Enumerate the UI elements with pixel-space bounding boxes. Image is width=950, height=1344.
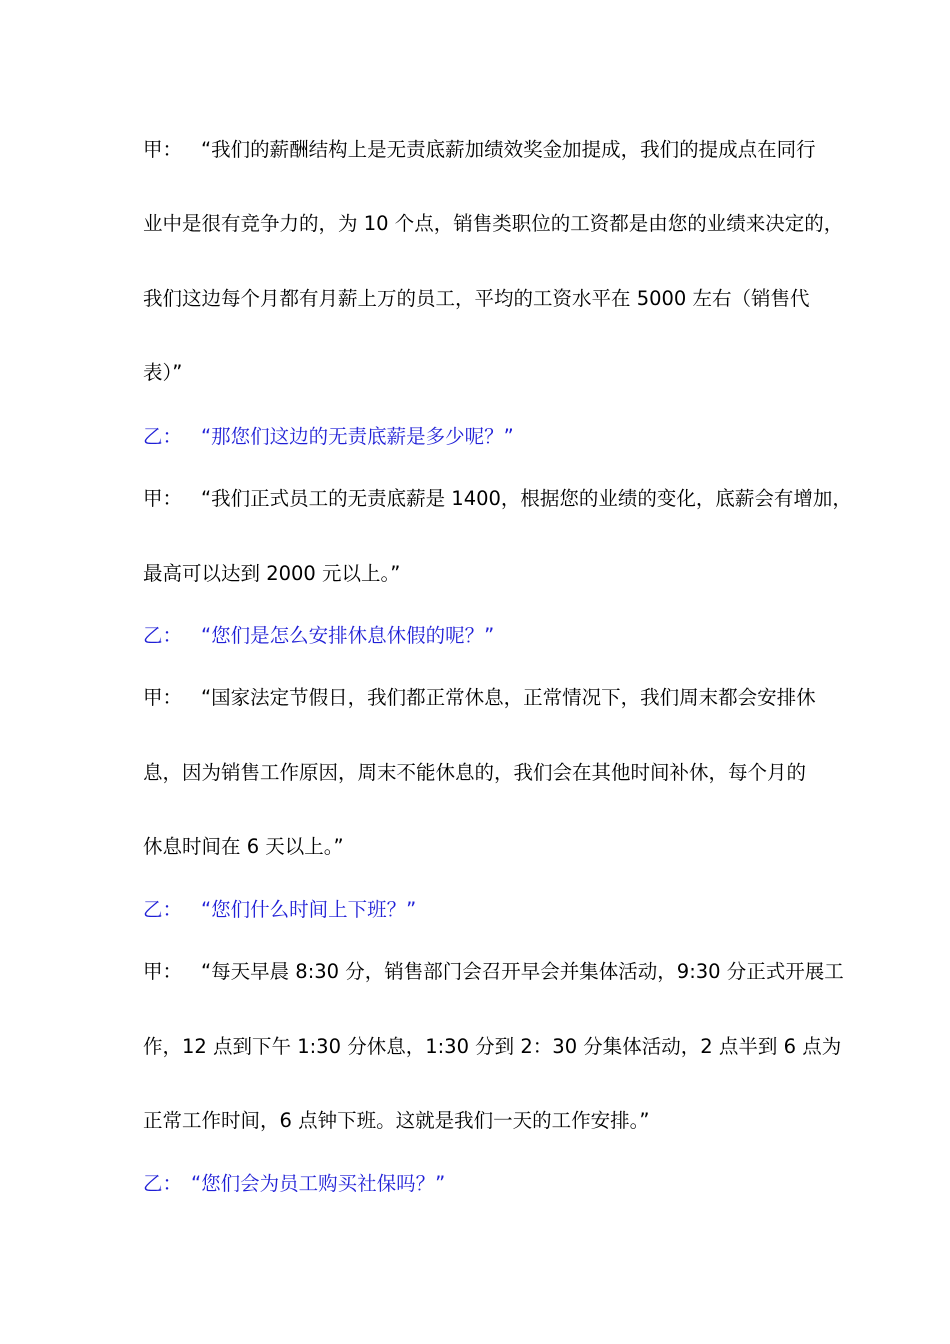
speaker-label-a: 甲： [143,960,183,983]
paragraph-3-line-2: 最高可以达到 2000 元以上。” [143,562,401,585]
paragraph-3-line-1 [143,485,852,513]
paragraph-6-line-1 [143,896,416,924]
utterance-text: “那您们这边的无责底薪是多少呢？” [201,425,514,448]
paragraph-1-line-3: 我们这边每个月都有月薪上万的员工，平均的工资水平在 5000 左右（销售代 [143,287,810,310]
paragraph-7-line-1 [143,958,844,986]
paragraph-1-line-1 [143,136,816,164]
paragraph-5-line-1 [143,684,816,712]
utterance-text: “您们是怎么安排休息休假的呢？” [201,624,495,647]
paragraph-8-line-1 [143,1170,445,1198]
utterance-text: “每天早晨 8:30 分，销售部门会召开早会并集体活动，9:30 分正式开展工 [201,960,844,983]
speaker-label-a: 甲： [143,686,183,709]
utterance-text: “您们什么时间上下班？” [201,898,417,921]
paragraph-5-line-2: 息，因为销售工作原因，周末不能休息的，我们会在其他时间补休，每个月的 [143,761,807,784]
paragraph-4-line-1 [143,622,494,650]
paragraph-5-line-3: 休息时间在 6 天以上。” [143,835,344,858]
speaker-label-b: 乙： [143,1172,183,1195]
utterance-text: “我们的薪酬结构上是无责底薪加绩效奖金加提成，我们的提成点在同行 [201,138,816,161]
utterance-text: “国家法定节假日，我们都正常休息，正常情况下，我们周末都会安排休 [201,686,816,709]
speaker-label-a: 甲： [143,138,183,161]
speaker-label-a: 甲： [143,487,183,510]
speaker-label-b: 乙： [143,898,183,921]
speaker-label-b: 乙： [143,425,183,448]
paragraph-1-line-2: 业中是很有竞争力的，为 10 个点，销售类职位的工资都是由您的业绩来决定的， [143,212,844,235]
paragraph-1-line-4: 表）” [143,361,183,384]
speaker-label-b: 乙： [143,624,183,647]
utterance-text: “您们会为员工购买社保吗？” [191,1172,446,1195]
paragraph-2-line-1 [143,423,514,451]
paragraph-7-line-3: 正常工作时间，6 点钟下班。这就是我们一天的工作安排。” [143,1109,650,1132]
paragraph-7-line-2: 作，12 点到下午 1:30 分休息，1:30 分到 2：30 分集体活动，2 点半到 6 点为 [143,1035,842,1058]
utterance-text: “我们正式员工的无责底薪是 1400，根据您的业绩的变化，底薪会有增加， [201,487,852,510]
